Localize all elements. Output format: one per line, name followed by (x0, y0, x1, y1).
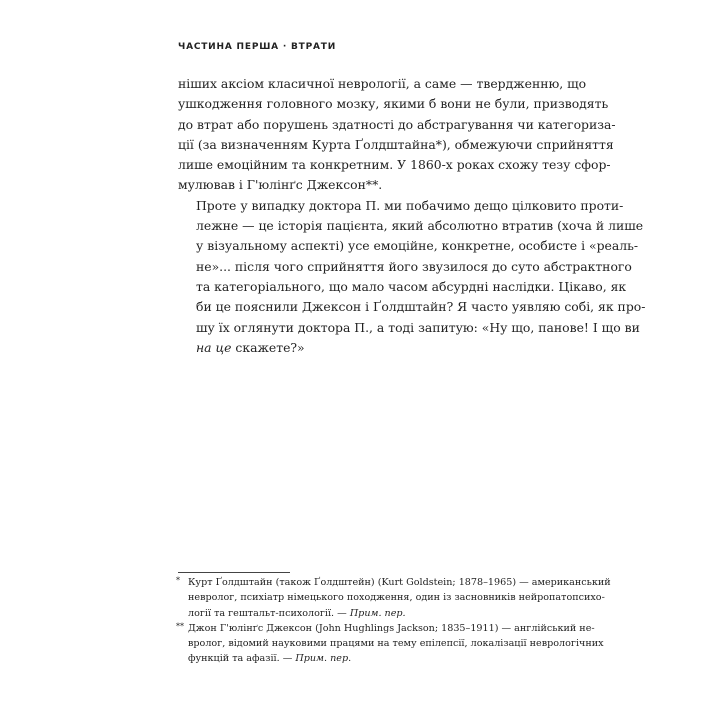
text-fragment: функцій та афазії. — (188, 653, 296, 665)
paragraph-1 (178, 74, 616, 196)
text-line: не»... після чого сприйняття його звузилося до суто абстрактного (196, 258, 632, 274)
italic-phrase: на це (196, 339, 232, 355)
text-line: лежне — це історія пацієнта, який абсолютно втратив (хоча й лише (196, 218, 644, 234)
footnote-marker: * (176, 576, 180, 585)
text-line: до втрат або порушень здатності до абстрагування чи категориза- (178, 116, 616, 132)
footnote-line: Джон Г'юлінґс Джексон (John Hughlings Jackson; 1835–1911) — англійський не- (188, 622, 595, 634)
translator-note: Прим. пер. (295, 653, 352, 665)
footnote-2 (176, 621, 604, 667)
text-line: та категоріального, що мало часом абсурдні наслідки. Цікаво, як (196, 278, 627, 294)
footnote-divider (178, 572, 290, 573)
text-line: ушкодження головного мозку, якими б вони не були, призводять (178, 96, 609, 112)
paragraph-2 (178, 196, 646, 358)
footnote-1 (176, 575, 611, 621)
text-line: нiших аксiом класичної неврології, а саме — твердженню, що (178, 76, 587, 91)
translator-note: Прим. пер. (349, 607, 406, 619)
text-line: мулював і Г'юлінґс Джексон**. (178, 177, 383, 193)
footnote-marker: ** (176, 621, 184, 631)
footnote-line (188, 606, 540, 621)
text-line: би це пояснили Джексон і Ґолдштайн? Я часто уявляю собі, як про- (196, 299, 646, 315)
body-text (178, 74, 646, 358)
footnotes (176, 575, 611, 667)
footnote-line (188, 651, 540, 666)
footnote-line: невролог, психіатр німецького походження, один із засновників нейропатопсихо- (188, 592, 605, 604)
text-fragment: скажете?» (231, 339, 305, 355)
text-line: ції (за визначенням Курта Ґолдштайна*), обмежуючи сприйняття (178, 136, 614, 152)
footnote-line: Курт Ґолдштайн (також Ґолдштейн) (Kurt Goldstein; 1878–1965) — американський (188, 577, 611, 588)
text-line: лише емоційним та конкретним. У 1860-х роках схожу тезу сфор- (178, 157, 611, 173)
text-fragment: логії та гештальт-психології. — (188, 607, 350, 619)
text-line: Проте у випадку доктора П. ми побачимо дещо цілковито проти- (196, 197, 624, 213)
footnote-line: вролог, відомий науковими працями на тему епілепсії, локалізації неврологічних (188, 638, 604, 650)
text-line: у візуальному аспекті) усе емоційне, конкретне, особисте і «реаль- (196, 238, 639, 254)
text-line: шу їх оглянути доктора П., а тоді запитую: «Ну що, панове! І що ви (196, 319, 640, 335)
text-line (178, 338, 540, 358)
running-head: ЧАСТИНА ПЕРША · ВТРАТИ (178, 42, 337, 52)
